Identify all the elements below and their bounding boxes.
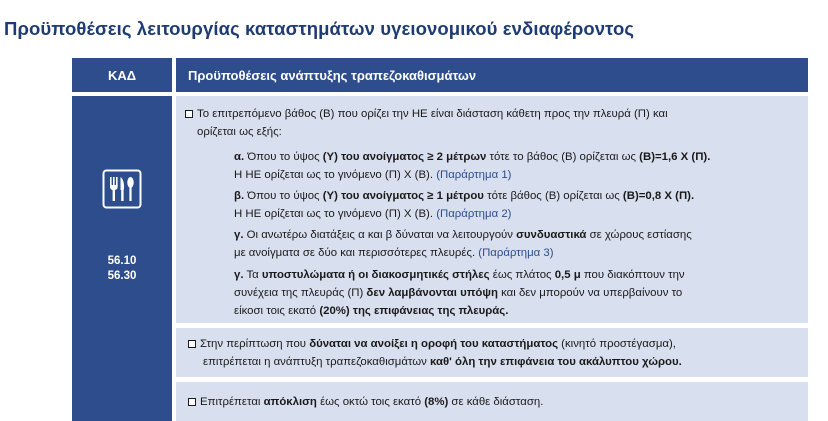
conditions-column-header: Προϋποθέσεις ανάπτυξης τραπεζοκαθισμάτων: [176, 58, 808, 92]
roof-line-2: επιτρέπεται η ανάπτυξη τραπεζοκαθισμάτων καθ' όλη την επιφάνεια του ακάλυπτου χώρου.: [203, 356, 682, 368]
roof-line-1: Στην περίπτωση που δύναται να ανοίξει η οροφή του καταστήματος (κινητό προστέγασμα),: [188, 336, 676, 353]
conditions-box-tolerance: [176, 382, 808, 421]
kad-codes: [72, 254, 172, 284]
kad-code-2: 56.30: [107, 270, 137, 282]
checkbox-bullet-icon: [188, 340, 196, 348]
appendix-1-ref: (Παράρτημα 1): [436, 169, 512, 181]
item-b-line-1: β. Όπου το ύψος (Υ) του ανοίγματος ≥ 1 μέτρου τότε βάθος (Β) ορίζεται ως (Β)=0,8 Χ (Π).: [234, 190, 695, 202]
utensils-icon: [102, 169, 142, 209]
appendix-2-ref: (Παράρτημα 2): [436, 208, 512, 220]
kad-column: [72, 96, 172, 421]
intro-line-1: Το επιτρεπόμενο βάθος (Β) που ορίζει την ΗΕ είναι διάσταση κάθετη προς την πλευρά (Π) και: [185, 106, 668, 123]
item-c-line-1: γ. Οι ανωτέρω διατάξεις α και β δύναται να λειτουργούν συνδυαστικά σε χώρους εστίασης: [234, 229, 692, 241]
kad-column-header: ΚΑΔ: [72, 58, 172, 92]
kad-code-1: 56.10: [107, 255, 137, 267]
tolerance-line: Επιτρέπεται απόκλιση έως οκτώ τοις εκατό (8%) σε κάθε διάσταση.: [188, 394, 543, 411]
item-d-line-2: συνέχεια της πλευράς (Π) δεν λαμβάνονται υπόψη και δεν μπορούν να υπερβαίνουν το: [234, 287, 683, 299]
item-c-line-2: με ανοίγματα σε δύο και περισσότερες πλευρές. (Παράρτημα 3): [234, 247, 554, 259]
conditions-box-depth: [176, 96, 808, 323]
appendix-3-ref: (Παράρτημα 3): [478, 247, 554, 259]
item-d-line-1: γ. Τα υποστυλώματα ή οι διακοσμητικές στήλες έως πλάτος 0,5 μ που διακόπτουν την: [234, 269, 685, 281]
conditions-box-roof: [176, 328, 808, 377]
item-a-line-1: α. Όπου το ύψος (Υ) του ανοίγματος ≥ 2 μέτρων τότε το βάθος (Β) ορίζεται ως (Β)=1,6 Χ (Π).: [234, 151, 711, 163]
checkbox-bullet-icon: [188, 398, 196, 406]
item-a-line-2: Η ΗΕ ορίζεται ως το γινόμενο (Π) Χ (Β). (Παράρτημα 1): [234, 169, 512, 181]
item-d-line-3: είκοσι τοις εκατό (20%) της επιφάνειας της πλευράς.: [234, 305, 509, 317]
checkbox-bullet-icon: [185, 110, 193, 118]
intro-line-2: ορίζεται ως εξής:: [197, 126, 282, 138]
item-b-line-2: Η ΗΕ ορίζεται ως το γινόμενο (Π) Χ (Β). (Παράρτημα 2): [234, 208, 512, 220]
page-title: Προϋποθέσεις λειτουργίας καταστημάτων υγειονομικού ενδιαφέροντος: [4, 18, 635, 39]
